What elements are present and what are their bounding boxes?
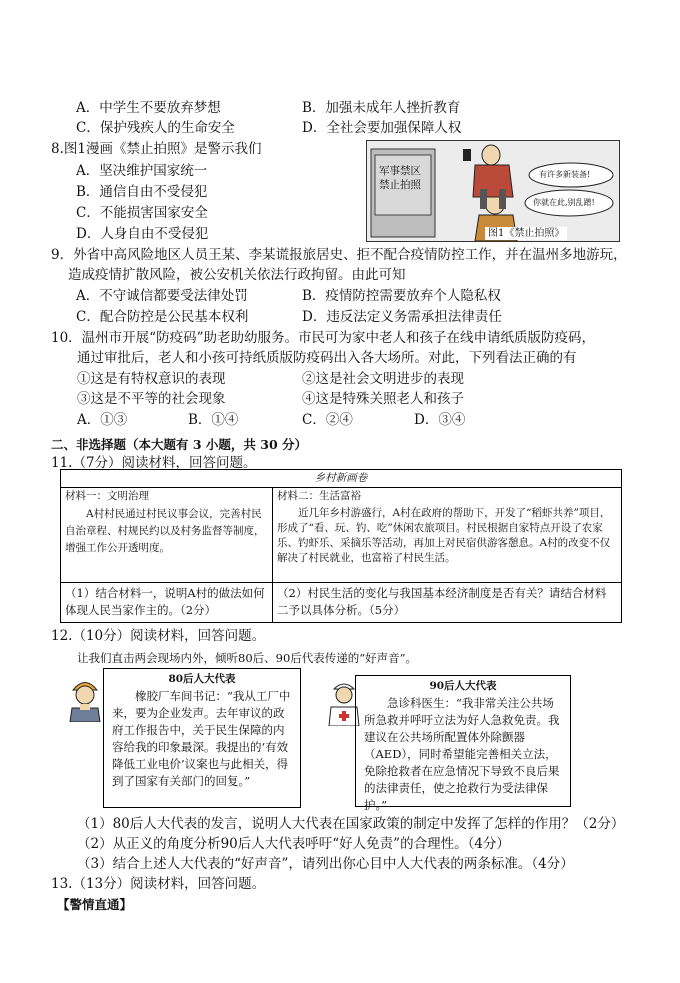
- material-2-text: 近几年乡村游盛行，A村在政府的帮助下，开发了“稻虾共养”项目，形成了“看、玩、钓、吃”休闲农旅项目。村民根据自家特点开设了农家乐、钓虾乐、采摘乐等活动，再加上对民宿供游客憩息。A村的改变不仅解决了村民就业，也富裕了村民生活。: [277, 507, 611, 564]
- q9-option-c: C．配合防控是公民基本权利: [76, 309, 249, 325]
- rep-90s-box: [355, 675, 571, 812]
- q7-option-c: C．保护残疾人的生命安全: [76, 120, 235, 136]
- rep-90s-text: 急诊科医生：“我非常关注公共场所急救并呼吁立法为好人急救免责。我建议在公共场所配置体外除颤器（AED），同时希望能完善相关立法，免除抢救者在应急情况下导致不良后果的法律责任，使之抢救行为受法律保护。”: [364, 696, 560, 812]
- q9-stem-line1: 9．外省中高风险地区人员王某、李某谎报旅居史、拒不配合疫情防控工作，并在温州多地游玩，: [51, 247, 627, 263]
- section-heading: 二、非选择题（本大题有 3 小题，共 30 分）: [51, 437, 308, 452]
- figure-caption: 图1《禁止拍照》: [485, 227, 567, 240]
- rep-80s-box: [103, 668, 301, 808]
- q11-stem: 11.（7分）阅读材料，回答问题。: [51, 455, 257, 471]
- q7-option-a: A．中学生不要放弃梦想: [76, 100, 221, 116]
- q12-sub-3: （3）结合上述人大代表的“好声音”，请列出你心目中人大代表的两条标准。（4分）: [77, 856, 574, 872]
- q10-option-b: B．①④: [188, 412, 239, 428]
- q9-option-b: B．疫情防控需要放弃个人隐私权: [302, 288, 501, 304]
- q12-stem: 12.（10分）阅读材料，回答问题。: [51, 628, 266, 644]
- material-1-text: A村村民通过村民议事会议，完善村民自治章程、村规民约以及村务监督等制度，增强工作公开透明度。: [65, 508, 265, 554]
- q10-option-a: A．①③: [77, 412, 128, 428]
- comic-figure: [366, 140, 620, 242]
- q10-option-d: D．③④: [414, 412, 466, 428]
- q13-stem: 13.（13分）阅读材料，回答问题。: [51, 876, 266, 892]
- material-2-title: 材料二：生活富裕: [277, 490, 361, 502]
- q8-option-d: D．人身自由不受侵犯: [76, 226, 209, 242]
- rep-90s-title: 90后人大代表: [429, 680, 497, 692]
- q10-stem-line1: 10．温州市开展“防疫码”助老助幼服务。市民可为家中老人和孩子在线申请纸质版防疫码，: [51, 330, 595, 346]
- worker-avatar: [66, 674, 104, 722]
- q11-sub-1: （1）结合材料一，说明A村的做法如何体现人民当家作主的。（2分）: [65, 586, 265, 617]
- comic-bubble-2: 你就在此,别乱蹭!: [533, 198, 595, 207]
- q8-option-b: B．通信自由不受侵犯: [76, 184, 208, 200]
- q10-stem-line2: 通过审批后，老人和小孩可持纸质版防疫码出入各大场所。对此，下列看法正确的有: [77, 350, 577, 366]
- q9-stem-line2: 造成疫情扩散风险，被公安机关依法行政拘留。由此可知: [68, 267, 406, 283]
- comic-sign-line1: 军事禁区: [379, 165, 421, 177]
- q10-statement-4: ④这是特殊关照老人和孩子: [302, 391, 464, 407]
- q7-option-b: B．加强未成年人挫折教育: [302, 100, 461, 116]
- q9-option-a: A．不守诚信都要受法律处罚: [76, 288, 248, 304]
- q7-option-d: D．全社会要加强保障人权: [302, 120, 462, 136]
- q13-subheading: 【警情直通】: [57, 897, 133, 912]
- q12-sub-2: （2）从正义的角度分析90后人大代表呼吁“好人免责”的合理性。（4分）: [77, 836, 510, 852]
- q10-statement-3: ③这是不平等的社会现象: [77, 391, 226, 407]
- comic-sign-line2: 禁止拍照: [379, 179, 421, 191]
- comic-bubble-1: 有许多新装备!: [539, 170, 591, 179]
- q12-intro: 让我们直击两会现场内外，倾听80后、90后代表传递的“好声音”。: [77, 651, 418, 665]
- q11-sub-2: （2）村民生活的变化与我国基本经济制度是否有关？请结合材料二予以具体分析。（5分）: [277, 586, 607, 617]
- rep-80s-text: 橡胶厂车间书记：“我从工厂中来，要为企业发声。去年审议的政府工作报告中，关于民生保障的内容给我的印象最深。我提出的‘有效降低工业电价’议案也与此相关，得到了国家有关部门的回复。”: [112, 689, 291, 788]
- q12-sub-1: （1）80后人大代表的发言，说明人大代表在国家政策的制定中发挥了怎样的作用？（2分）: [77, 816, 625, 832]
- table-title: 乡村新画卷: [314, 472, 368, 484]
- q8-option-a: A．坚决维护国家统一: [76, 163, 208, 179]
- rep-80s-title: 80后人大代表: [168, 673, 236, 685]
- rural-table: [60, 469, 622, 623]
- q9-option-d: D．违反法定义务需承担法律责任: [302, 309, 502, 325]
- material-1-title: 材料一：文明治理: [65, 490, 149, 502]
- q10-option-c: C．②④: [302, 412, 353, 428]
- q10-statement-2: ②这是社会文明进步的表现: [302, 371, 464, 387]
- q10-statement-1: ①这是有特权意识的表现: [77, 371, 226, 387]
- q8-stem: 8.图1漫画《禁止拍照》是警示我们: [51, 141, 262, 157]
- q8-option-c: C．不能损害国家安全: [76, 205, 208, 221]
